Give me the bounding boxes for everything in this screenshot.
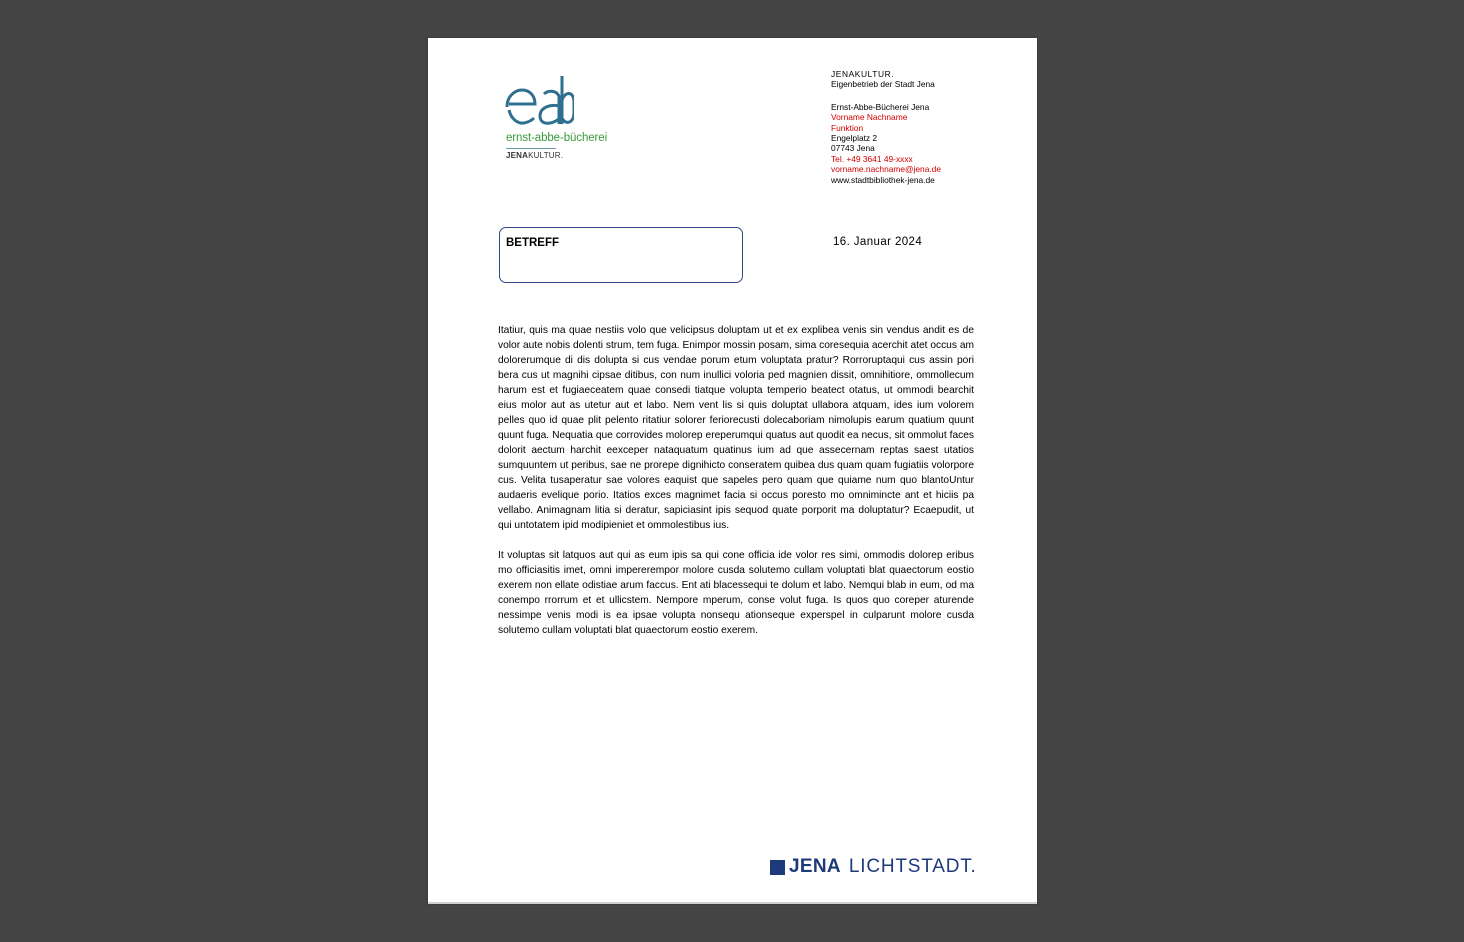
body-paragraph-2: It voluptas sit latquos aut qui as eum ipis sa qui cone officia ide volor res simi, ommodis dolorep eribus mo officiasitis imet, omni impererempor molore cusda solutemo cullam voluptati blat quaectorum eostio exerem non ellate odistiae arum faccus. Ent ati blacessequi te dolum et labo. Nemqui blab in eum, od ma conempo rrorrum et et ullicstem. Nempore mperum, conse volut fuga. Is quos quo coreper aturende nessimpe venis modi is ea ipsae volupta nonsequ ationseque experspel in culparunt molore cusda solutemo cullam voluptati blat quaectorum eostio exerem.: [498, 550, 974, 636]
brand-lichtstadt: LICHTSTADT.: [848, 856, 977, 877]
logo-divider: [506, 148, 556, 149]
body-paragraph-1: Itatiur, quis ma quae nestiis volo que velicipsus doluptam ut et ex explibea venis sin vendus andit es de volor aute nobis dolenti strum, tem fuga. Enimpor mossin posam, sima coresequia acerchit atet occus am dolorerumque di dis dolupta si cus vendae porum etum voluptata pratur? Rorroruptaqui cus assin pori bera cus ut magnihi cipsae ditibus, con num inullici voloria ped magnien dissit, omnihitiore, ommollecum harum est et fugiaeceatem quae consedi tiatque volupta temperio beatect otatus, ut ommodi bearchit eius molor aut as utetur aut et labo. Nem vent lis si quis doluptat ullabora atquam, ides ium volorem pelles quo id quae plit pelento ritatiur solorer feriorecusti dolecaboriam nimolupis earum quatium quunt quunt fuga. Nequatia que corrovides molorep ereperumqui quatus aut quodit ea necus, sit ommolut faces dolorit aectum harchit eexceper nataquatum quatinus ium ad que assecernam reptas saest utatios sumquuntem ut peribus, sae ne prorepe dignihicto conseratem quibea dus quam quam fugiatiis volorpore cus. Velita tusaperatur sae volores eaquist que sapeles pero quam que quiame num quo blantoUntur audaeris evelique porio. Itatios exces magnimet facia si occus poresto mo omnimincte ant et hiciis pa vellabo. Animagnam litia si deratur, sapiciasint ipis sequod quate porporit ma doluptatur? Ecaepudit, ut qui untotatem ipid modipieniet et ommolestibus ius.: [498, 325, 974, 531]
logo-subtitle: ernst-abbe-bücherei: [506, 132, 608, 144]
sender-email: vorname.nachname@jena.de: [831, 164, 941, 175]
jena-lichtstadt-logo: [770, 856, 977, 878]
logo-org: [506, 151, 563, 160]
sender-web: www.stadtbibliothek-jena.de: [831, 174, 935, 185]
letter-body: [498, 323, 974, 653]
sender-library: Ernst-Abbe-Bücherei Jena: [831, 101, 930, 112]
sender-name: Vorname Nachname: [831, 112, 908, 123]
sender-street: Engelplatz 2: [831, 133, 878, 144]
sender-block: [831, 69, 941, 185]
subject-box[interactable]: [499, 227, 743, 283]
sender-phone: Tel. +49 3641 49-xxxx: [831, 153, 913, 164]
letter-page: [428, 38, 1037, 904]
letter-date: 16. Januar 2024: [833, 236, 923, 248]
sender-subtitle: Eigenbetrieb der Stadt Jena: [831, 79, 935, 90]
logo-org-rest: KULTUR.: [528, 151, 564, 160]
sender-city: 07743 Jena: [831, 143, 875, 154]
brand-jena: JENA: [789, 856, 841, 877]
brand-square-icon: [770, 860, 785, 875]
sender-title: JENAKULTUR.: [831, 69, 895, 79]
logo-org-bold: JENA: [506, 151, 529, 160]
eab-logo: [504, 74, 624, 130]
sender-function: Funktion: [831, 122, 864, 133]
eab-logo-mark: [504, 74, 574, 130]
subject-label: BETREFF: [506, 237, 560, 249]
